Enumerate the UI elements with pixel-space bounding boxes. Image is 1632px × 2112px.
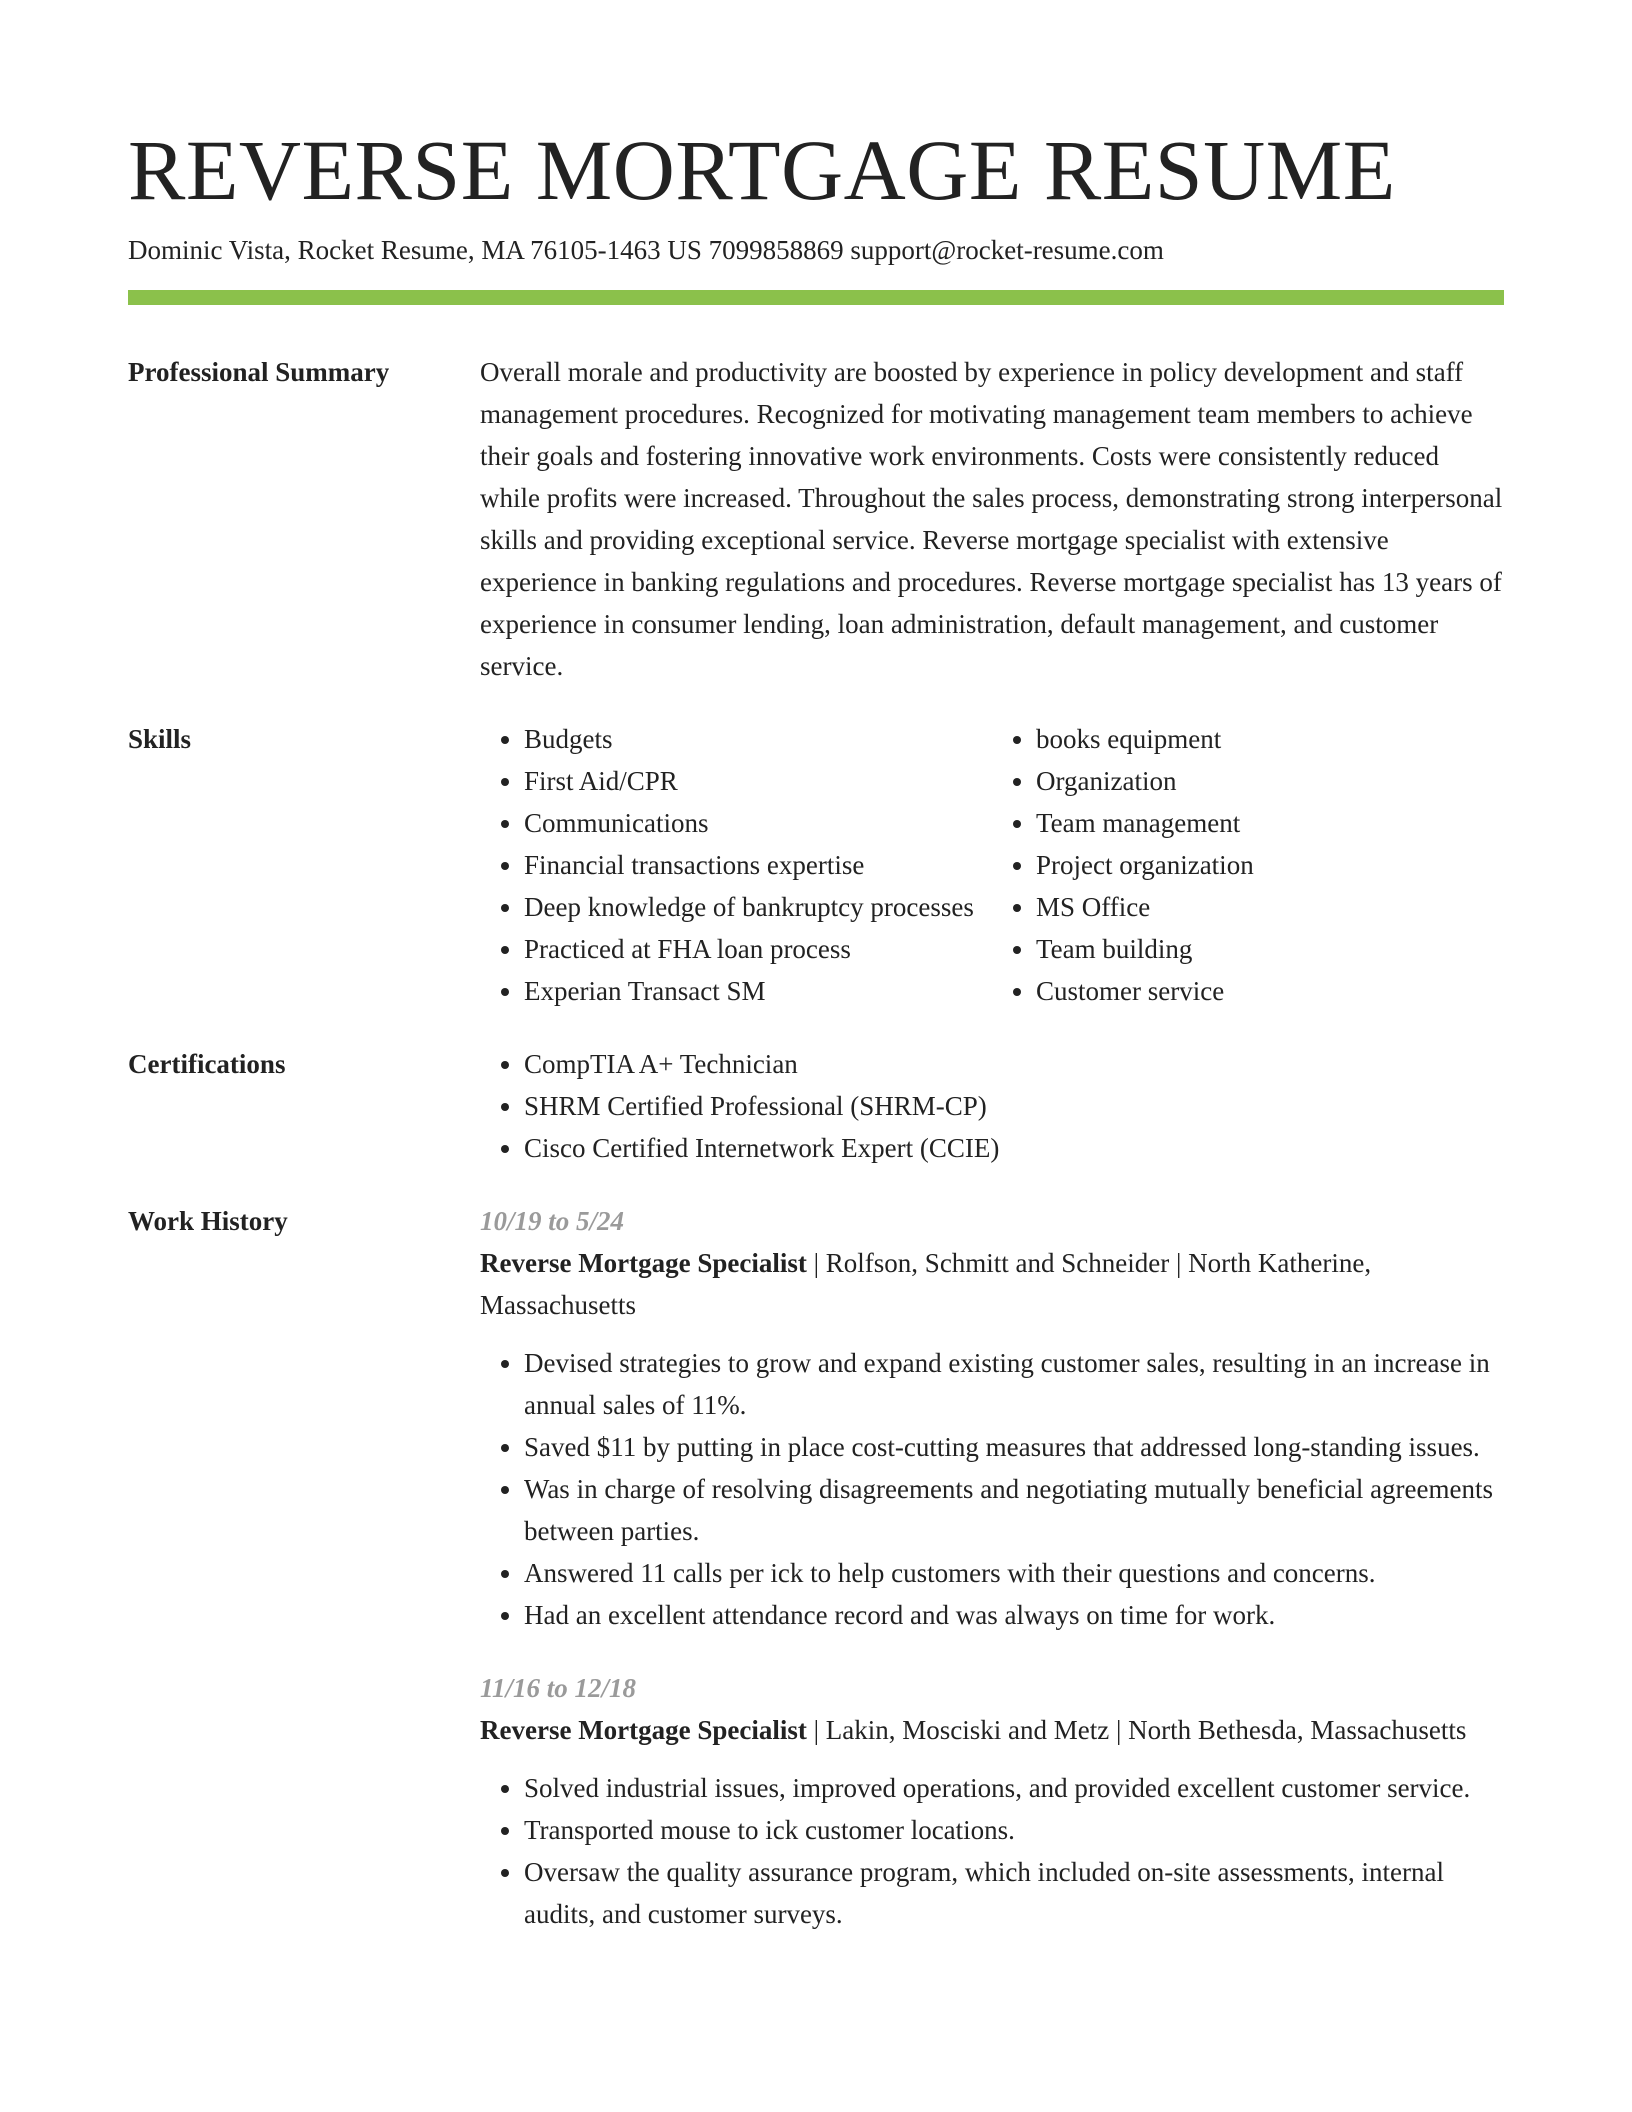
summary-section: [128, 351, 1504, 687]
job-title: Reverse Mortgage Specialist: [480, 1715, 807, 1745]
list-item: • Oversaw the quality assurance program, which included on-site assessments, internal audits, and customer surveys.: [524, 1851, 1504, 1935]
summary-label: Professional Summary: [128, 357, 390, 387]
job-bullets: [480, 1342, 1504, 1636]
contact-company-city: Rocket Resume, MA: [297, 235, 524, 265]
list-item: • Customer service: [1036, 970, 1504, 1012]
list-item: • books equipment: [1036, 718, 1504, 760]
list-item: • Answered 11 calls per ick to help customers with their questions and concerns.: [524, 1552, 1504, 1594]
work-history-section: [128, 1200, 1504, 1935]
resume-title: REVERSE MORTGAGE RESUME: [128, 122, 1396, 218]
work-history-body: [480, 1200, 1504, 1935]
header-accent-rule: [128, 290, 1504, 305]
certifications-body: [480, 1043, 1504, 1169]
list-item: • Deep knowledge of bankruptcy processes: [524, 886, 992, 928]
list-item: • Practiced at FHA loan process: [524, 928, 992, 970]
job-title: Reverse Mortgage Specialist: [480, 1248, 807, 1278]
list-item: • Project organization: [1036, 844, 1504, 886]
contact-name: Dominic Vista,: [128, 235, 291, 265]
contact-line: [128, 232, 1504, 268]
job-heading: [480, 1709, 1504, 1751]
list-item: • First Aid/CPR: [524, 760, 992, 802]
list-item: • Cisco Certified Internetwork Expert (CCIE): [524, 1127, 1504, 1169]
list-item: • MS Office: [1036, 886, 1504, 928]
list-item: • Transported mouse to ick customer locations.: [524, 1809, 1504, 1851]
resume-page: [128, 118, 1504, 1935]
job-entry: [480, 1200, 1504, 1636]
list-item: • Devised strategies to grow and expand existing customer sales, resulting in an increase in annual sales of 11%.: [524, 1342, 1504, 1426]
job-details: | Rolfson, Schmitt and Schneider | North Katherine, Massachusetts: [480, 1248, 1372, 1320]
contact-phone: 7099858869: [708, 235, 844, 265]
list-item: • CompTIA A+ Technician: [524, 1043, 1504, 1085]
skills-label: Skills: [128, 724, 192, 754]
work-history-label: Work History: [128, 1206, 288, 1236]
list-item: • Financial transactions expertise: [524, 844, 992, 886]
list-item: • Team management: [1036, 802, 1504, 844]
skills-columns: [480, 718, 1504, 1012]
job-dates: 11/16 to 12/18: [480, 1673, 637, 1703]
list-item: • Communications: [524, 802, 992, 844]
list-item: • Saved $11 by putting in place cost-cutting measures that addressed long-standing issues.: [524, 1426, 1504, 1468]
list-item: • Team building: [1036, 928, 1504, 970]
job-details: | Lakin, Mosciski and Metz | North Bethesda, Massachusetts: [806, 1715, 1467, 1745]
list-item: • Organization: [1036, 760, 1504, 802]
list-item: • Was in charge of resolving disagreements and negotiating mutually beneficial agreements between parties.: [524, 1468, 1504, 1552]
skills-list-right: [992, 718, 1504, 1012]
list-item: • SHRM Certified Professional (SHRM-CP): [524, 1085, 1504, 1127]
certifications-list: [480, 1043, 1504, 1169]
job-dates: 10/19 to 5/24: [480, 1206, 625, 1236]
summary-text: Overall morale and productivity are boosted by experience in policy development and staff management procedures. Recognized for motivating management team members to achieve their goals and fostering innovative work environments. Costs were consistently reduced while profits were increased. Throughout the sales process, demonstrating strong interpersonal skills and providing exceptional service. Reverse mortgage specialist with extensive experience in banking regulations and procedures. Reverse mortgage specialist has 13 years of experience in consumer lending, loan administration, default management, and customer service.: [480, 357, 1503, 681]
list-item: • Solved industrial issues, improved operations, and provided excellent customer service.: [524, 1767, 1504, 1809]
list-item: • Budgets: [524, 718, 992, 760]
certifications-section: [128, 1043, 1504, 1169]
certifications-label: Certifications: [128, 1049, 286, 1079]
contact-zip-country: 76105-1463 US: [530, 235, 702, 265]
list-item: • Experian Transact SM: [524, 970, 992, 1012]
job-heading: [480, 1242, 1504, 1326]
job-bullets: [480, 1767, 1504, 1935]
skills-list-left: [480, 718, 992, 1012]
contact-email: support@rocket-resume.com: [850, 235, 1164, 265]
skills-section: [128, 718, 1504, 1012]
list-item: • Had an excellent attendance record and was always on time for work.: [524, 1594, 1504, 1636]
job-entry: [480, 1667, 1504, 1935]
